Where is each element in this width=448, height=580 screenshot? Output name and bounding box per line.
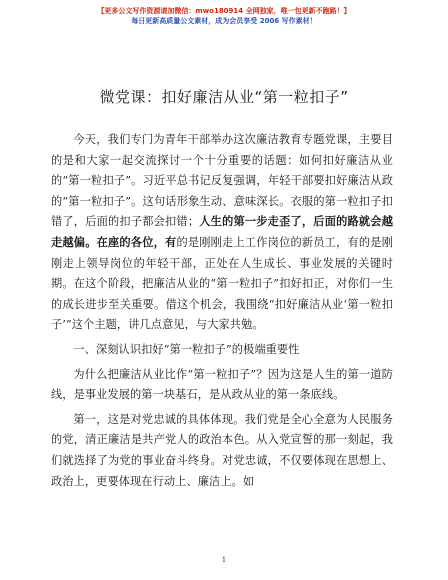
paragraph-intro xyxy=(51,130,393,336)
paragraph-intro-emphasis: 人生的第一步走歪了，后面的路就会越走越偏。在座的各位，有 xyxy=(51,215,393,249)
document-title: 微党课：扣好廉洁从业“第一粒扣子” xyxy=(99,88,349,106)
page-number: 1 xyxy=(221,556,227,564)
promo-banner-line2: 每日更新高质量公文素材，成为会员享受 2006 写作素材！ xyxy=(131,17,317,25)
paragraph-intro-part-a: 今天，我们专门为青年干部举办这次廉洁教育专题党课，主要目的是和大家一起交流探讨一个十分重要的话题：如何扣好廉洁从业的“第一粒扣子”。习近平总书记反复强调，年轻干部要扣好廉洁从政的“第一粒扣子”。这句话形象生动、意味深长。衣服的第一粒扣子扣错了，后面的扣子都会扣错； xyxy=(51,133,393,229)
paragraph-why: 为什么把廉洁从业比作“第一粒扣子”？因为这是人生的第一道防线，是事业发展的第一块基石，是从政从业的第一条底线。 xyxy=(51,367,393,402)
paragraph-first-point: 第一，这是对党忠诚的具体体现。我们党是全心全意为人民服务的党，清正廉洁是共产党人的政治本色。从入党宣誓的那一刻起，我们就选择了为党的事业奋斗终身。对党忠诚，不仅要体现在思想上、政治上，更要体现在行动上、廉洁上。如 xyxy=(51,412,393,488)
promo-banner xyxy=(0,6,448,26)
promo-banner-line1: 【更多公文写作资源请加微信：mwo180914 全网独家，唯一包更新不跑路！】 xyxy=(97,7,351,15)
section-heading-1: 一、深刻认识扣好“第一粒扣子”的极端重要性 xyxy=(73,342,300,356)
paragraph-intro-part-c: 的是刚刚走上工作岗位的新员工，有的是刚刚走上领导岗位的年轻干部，正处在人生成长、事业发展的关键时期。在这个阶段，把廉洁从业的“第一粒扣子”扣好扣正，对你们一生的成长进步至关重要。借这个机会，我围绕“扣好廉洁从业‘第一粒扣子’”这个主题，讲几点意见，与大家共勉。 xyxy=(51,235,393,332)
document-body xyxy=(51,130,393,492)
